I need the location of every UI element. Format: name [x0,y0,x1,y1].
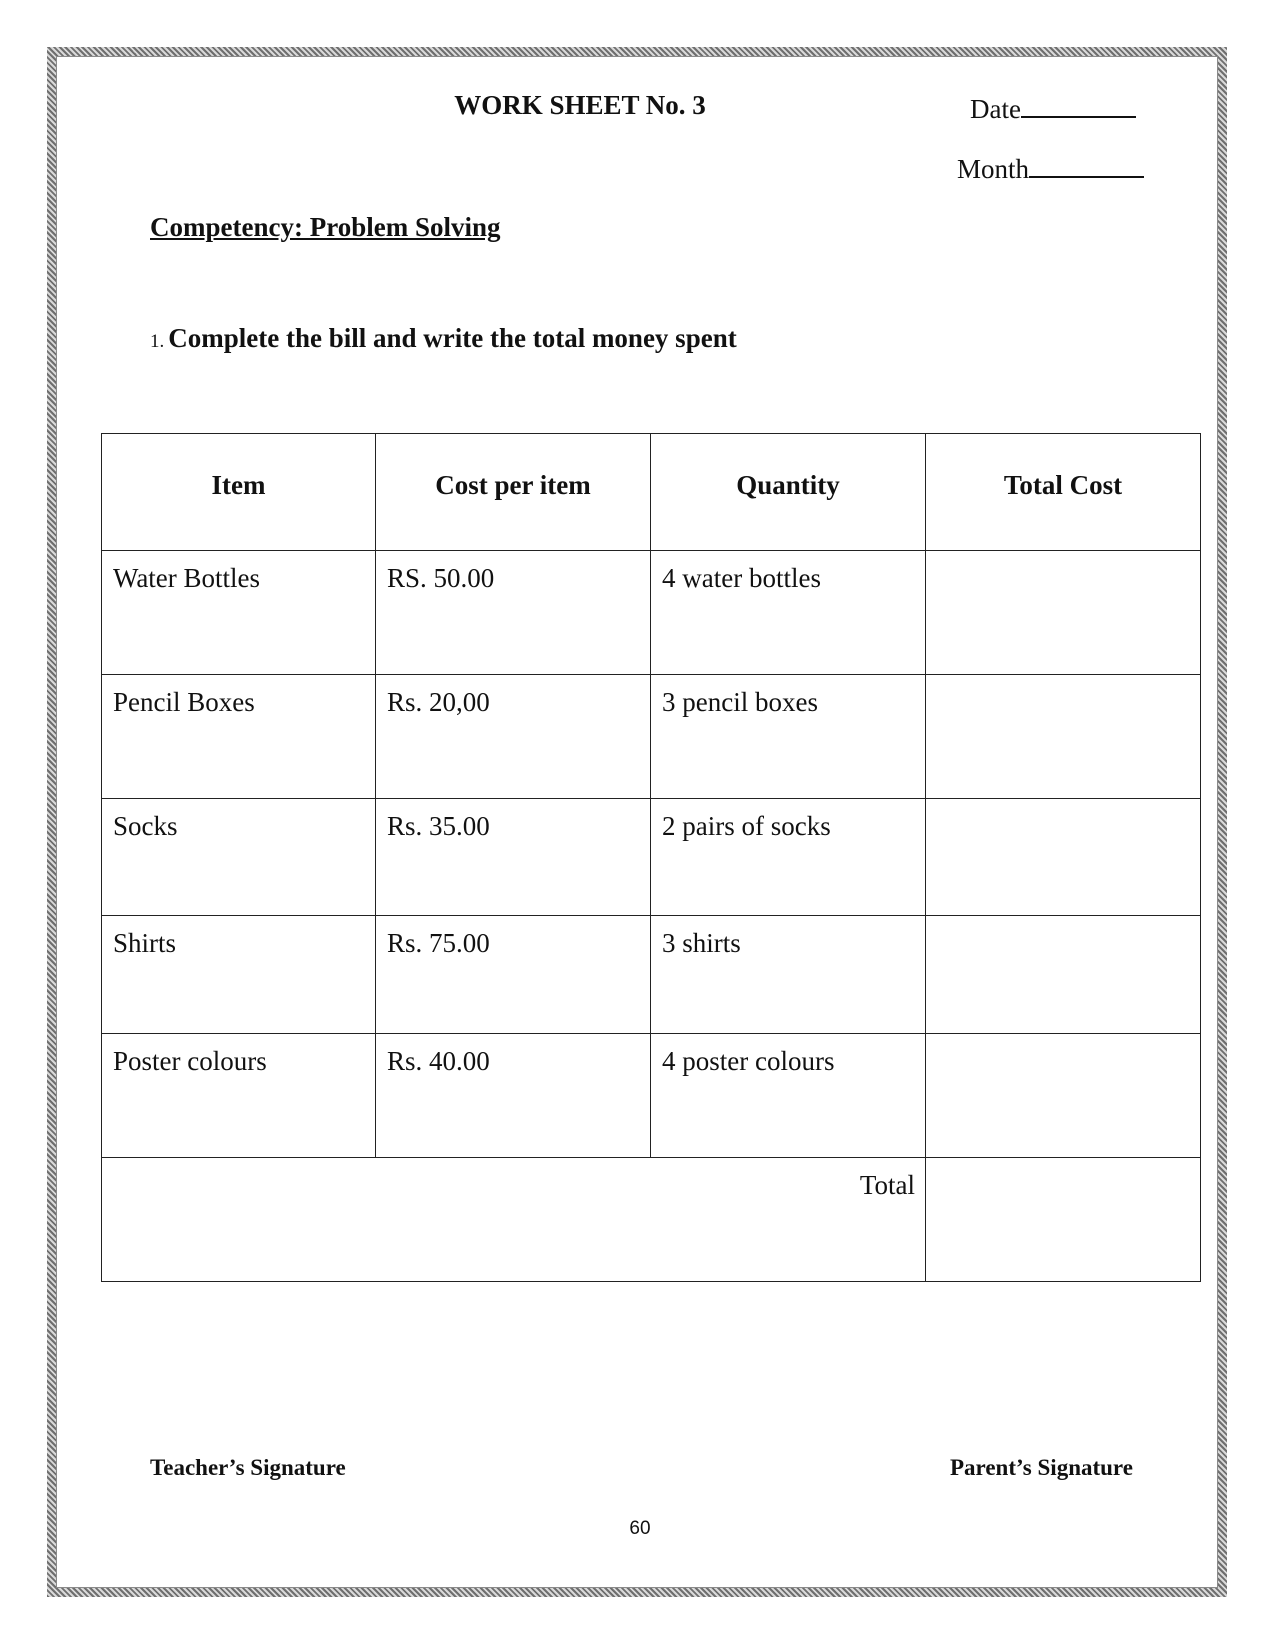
date-field [970,92,1136,125]
cost-cell: RS. 50.00 [376,551,651,675]
table-total-row [102,1158,1201,1282]
item-cell: Pencil Boxes [102,675,376,799]
cost-cell: Rs. 20,00 [376,675,651,799]
question-text: Complete the bill and write the total money spent [168,323,737,353]
month-label: Month [957,154,1030,184]
total-cost-cell[interactable] [926,675,1201,799]
total-label: Total [102,1158,926,1282]
table-row [102,916,1201,1034]
table-row [102,1034,1201,1158]
page-number: 60 [629,1518,651,1539]
total-cost-cell[interactable] [926,916,1201,1034]
header-cost-per-item: Cost per item [376,434,651,551]
item-cell: Poster colours [102,1034,376,1158]
item-cell: Water Bottles [102,551,376,675]
bill-table [101,433,1201,1282]
cost-cell: Rs. 40.00 [376,1034,651,1158]
quantity-cell: 3 pencil boxes [651,675,926,799]
header-total-cost: Total Cost [926,434,1201,551]
total-cost-cell[interactable] [926,799,1201,916]
table-row [102,551,1201,675]
question-number: 1. [150,331,165,352]
quantity-cell: 4 water bottles [651,551,926,675]
month-blank[interactable] [1029,152,1144,178]
grand-total-cell[interactable] [926,1158,1201,1282]
cost-cell: Rs. 75.00 [376,916,651,1034]
total-cost-cell[interactable] [926,1034,1201,1158]
total-cost-cell[interactable] [926,551,1201,675]
quantity-cell: 3 shirts [651,916,926,1034]
table-row [102,799,1201,916]
item-cell: Shirts [102,916,376,1034]
table-header-row [102,434,1201,551]
header-quantity: Quantity [651,434,926,551]
quantity-cell: 2 pairs of socks [651,799,926,916]
worksheet-title: WORK SHEET No. 3 [454,90,706,120]
competency-heading: Competency: Problem Solving [150,212,501,242]
question-1 [150,323,737,354]
date-blank[interactable] [1021,92,1136,118]
item-cell: Socks [102,799,376,916]
cost-cell: Rs. 35.00 [376,799,651,916]
quantity-cell: 4 poster colours [651,1034,926,1158]
month-field [957,152,1144,185]
teacher-signature-label: Teacher’s Signature [150,1455,346,1480]
date-label: Date [970,94,1021,124]
table-row [102,675,1201,799]
header-item: Item [102,434,376,551]
parent-signature-label: Parent’s Signature [950,1455,1133,1480]
